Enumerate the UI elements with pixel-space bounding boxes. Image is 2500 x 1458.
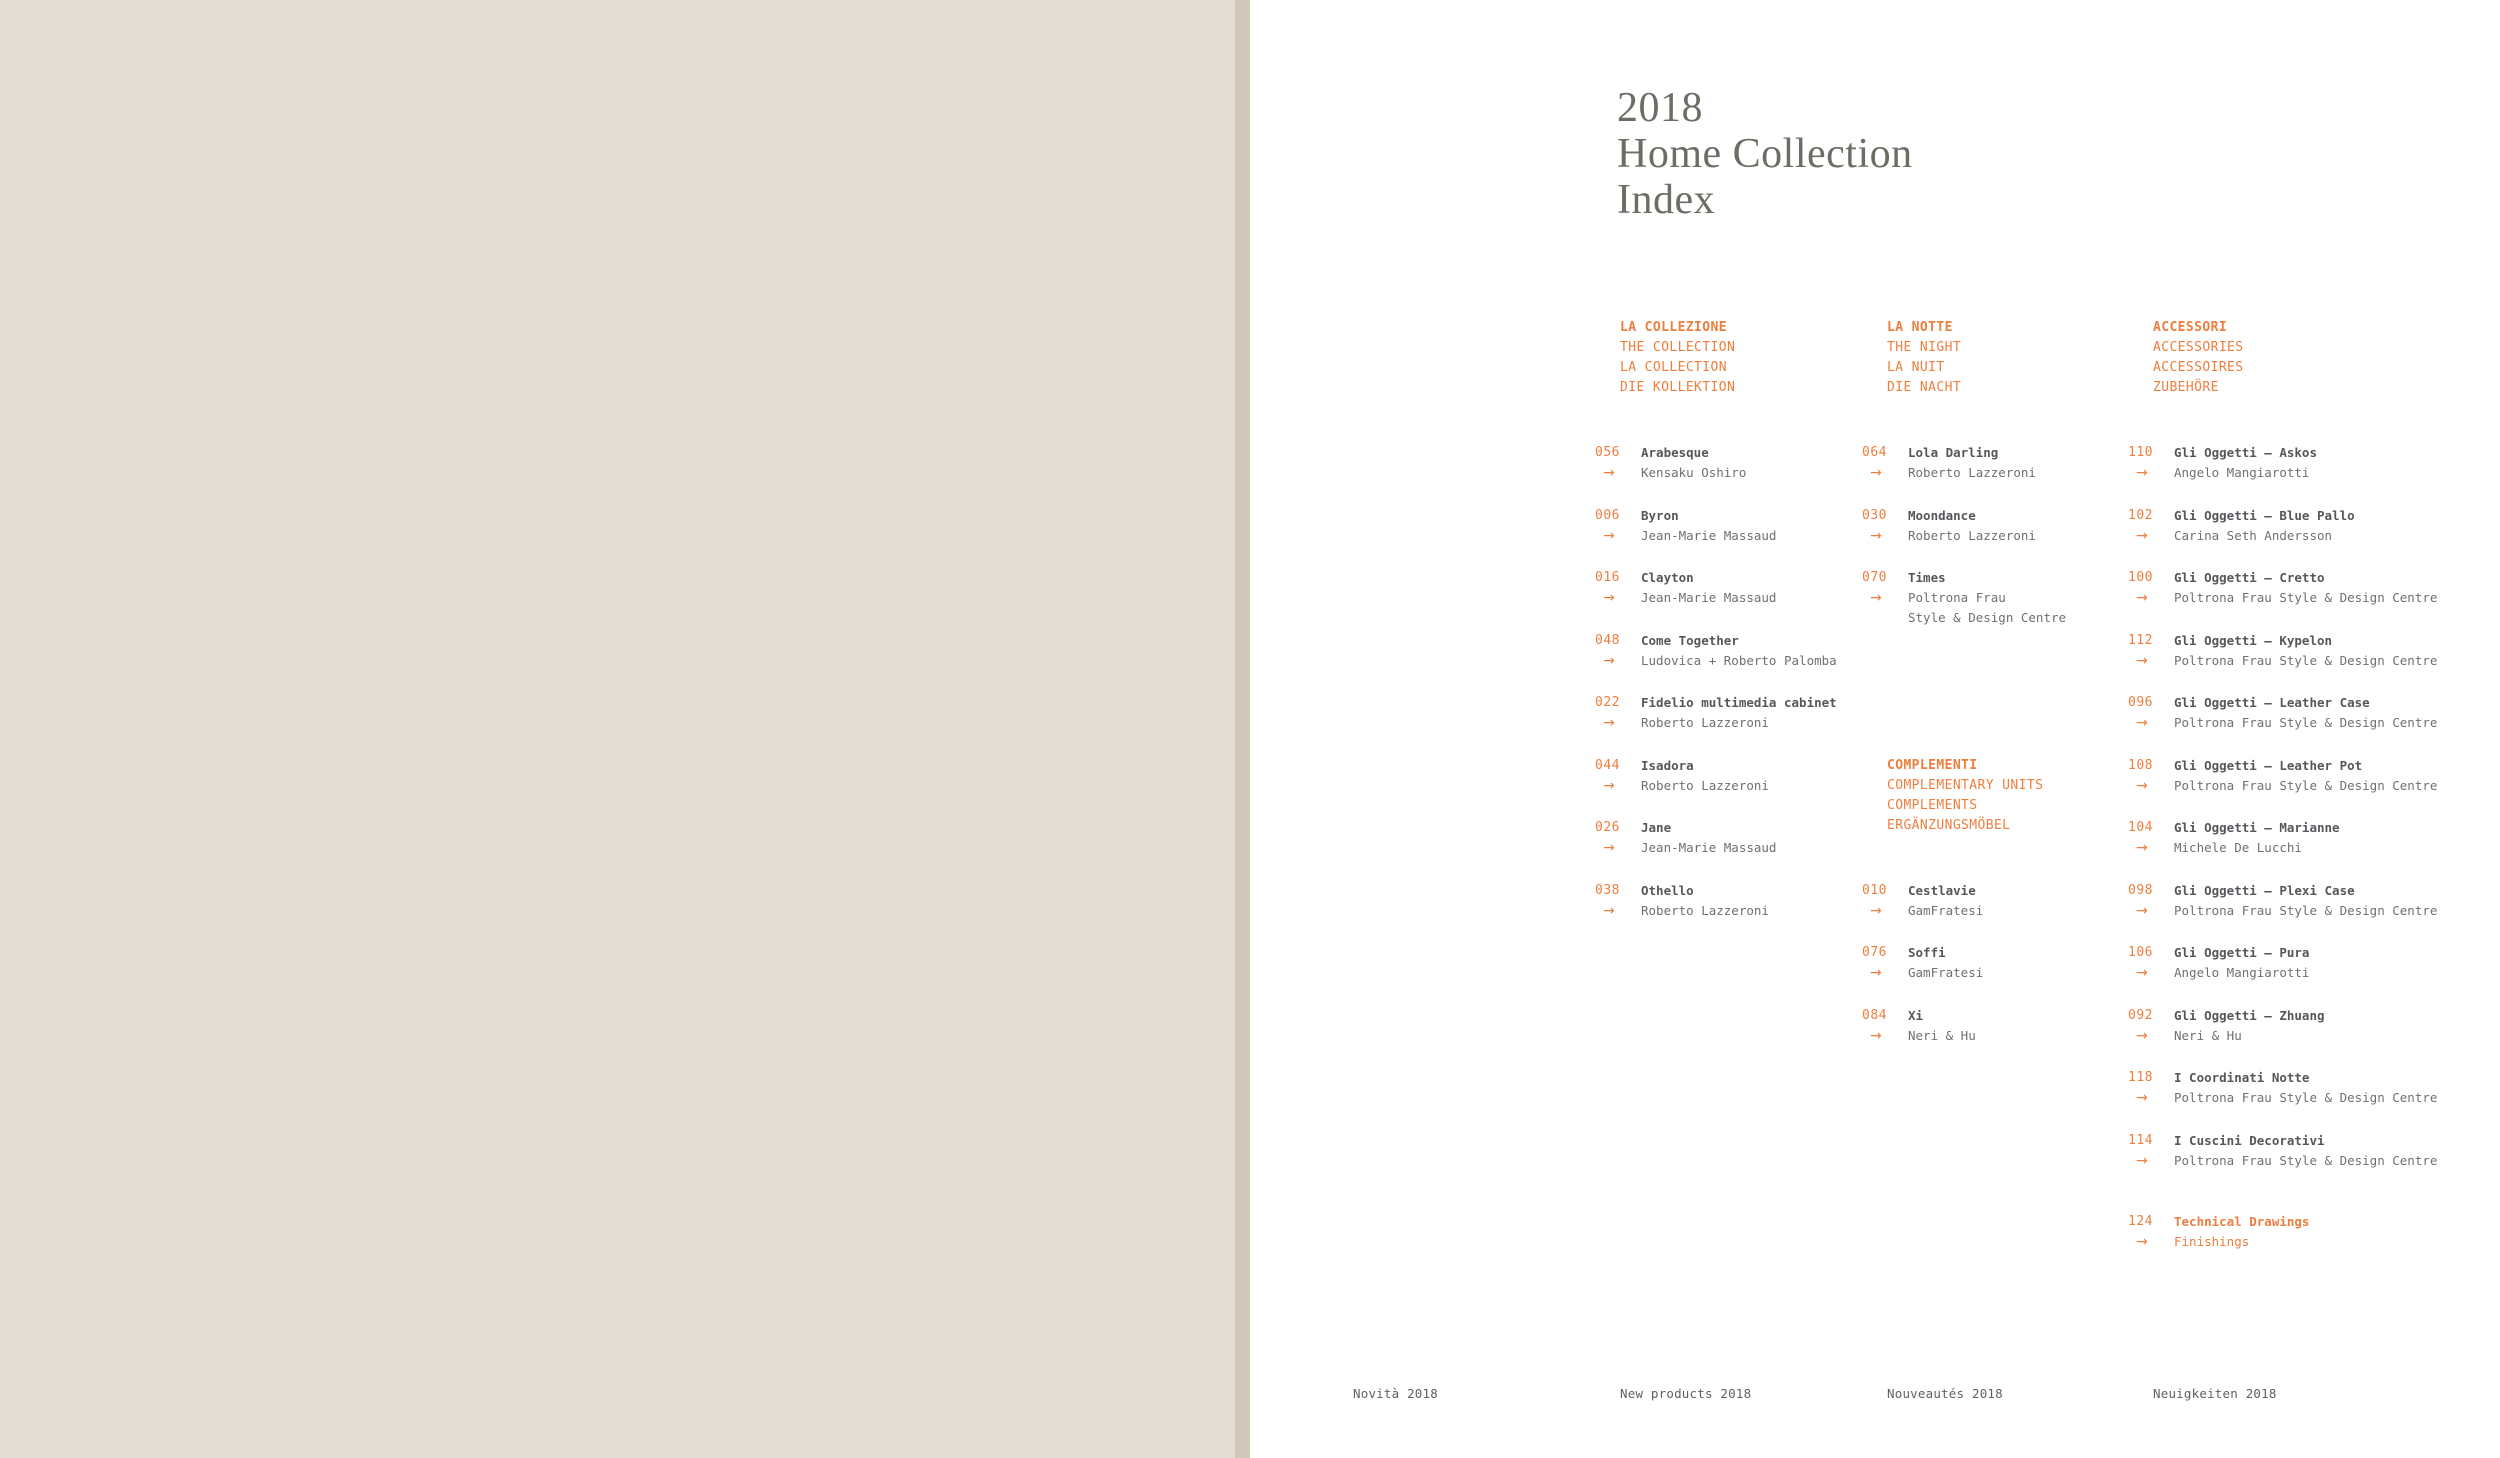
entry-text-cell bbox=[1641, 818, 1776, 858]
product-name: Gli Oggetti — Pura bbox=[2174, 945, 2310, 960]
designer-name: Roberto Lazzeroni bbox=[1641, 777, 1769, 793]
designer-name: Carina Seth Andersson bbox=[2174, 527, 2333, 543]
product-name: Arabesque bbox=[1641, 445, 1709, 460]
product-name: Fidelio multimedia cabinet bbox=[1641, 695, 1837, 710]
entry-number-cell bbox=[1595, 443, 1641, 483]
entry-number-cell bbox=[2128, 943, 2174, 983]
designer-name: GamFratesi bbox=[1908, 965, 1984, 980]
arrow-icon: → bbox=[2136, 652, 2148, 669]
index-entry bbox=[2128, 756, 2500, 819]
product-name: Gli Oggetti — Kypelon bbox=[2174, 632, 2333, 648]
entry-text-cell bbox=[2174, 1212, 2309, 1252]
product-name: Moondance bbox=[1908, 507, 1976, 523]
entry-number-cell bbox=[2128, 568, 2174, 608]
left-page-blank bbox=[0, 0, 1235, 1458]
entry-text-cell bbox=[2174, 631, 2437, 671]
title-line-collection: Home Collection bbox=[1617, 131, 1913, 178]
designer-name: Poltrona Frau Style & Design Centre bbox=[2174, 715, 2438, 730]
section-title: ACCESSORI bbox=[2153, 320, 2228, 335]
entry-number-cell bbox=[1595, 631, 1641, 671]
entry-number-cell bbox=[1862, 443, 1908, 483]
page-number: 092 bbox=[2128, 1007, 2153, 1023]
designer-name: Michele De Lucchi bbox=[2174, 840, 2302, 855]
entry-text-cell bbox=[1641, 506, 1776, 546]
page-number: 114 bbox=[2128, 1132, 2153, 1148]
section-title-translation: COMPLEMENTS bbox=[1887, 797, 1978, 813]
page-number: 038 bbox=[1595, 882, 1620, 898]
title-line-year: 2018 bbox=[1617, 85, 1703, 132]
page-number: 006 bbox=[1595, 507, 1620, 523]
designer-name: Poltrona Frau bbox=[1908, 590, 2006, 605]
entry-text-cell bbox=[2174, 943, 2309, 983]
entry-text-cell bbox=[2174, 506, 2355, 546]
footer-label: Novità 2018 bbox=[1353, 1386, 1438, 1401]
entry-text-cell bbox=[1641, 631, 1837, 671]
section-title: LA NOTTE bbox=[1887, 320, 1953, 335]
product-name: Lola Darling bbox=[1908, 445, 1999, 460]
designer-name: Poltrona Frau Style & Design Centre bbox=[2174, 777, 2438, 793]
entry-number-cell bbox=[1595, 568, 1641, 608]
entry-number-cell bbox=[1595, 881, 1641, 921]
arrow-icon: → bbox=[1603, 465, 1615, 481]
product-name: Gli Oggetti — Leather Case bbox=[2174, 695, 2370, 710]
section-title: LA COLLEZIONE bbox=[1620, 320, 1727, 335]
page-number: 112 bbox=[2128, 632, 2153, 648]
product-name: Technical Drawings bbox=[2174, 1214, 2310, 1229]
designer-name: Roberto Lazzeroni bbox=[1908, 465, 2036, 480]
index-entry bbox=[2128, 881, 2500, 944]
entry-number-cell bbox=[2128, 1068, 2174, 1108]
arrow-icon: → bbox=[1603, 527, 1615, 544]
footer-label: Neuigkeiten 2018 bbox=[2153, 1386, 2277, 1401]
section-title-translation: DIE KOLLEKTION bbox=[1620, 380, 1736, 395]
title-line-index: Index bbox=[1617, 177, 1716, 224]
section-title-translation: ACCESSORIES bbox=[2153, 340, 2244, 355]
index-entry bbox=[2128, 443, 2500, 506]
arrow-icon: → bbox=[2136, 840, 2148, 856]
footer-label: Nouveautés 2018 bbox=[1887, 1386, 2003, 1401]
index-entry bbox=[2128, 693, 2500, 756]
entry-text-cell bbox=[2174, 443, 2317, 483]
entry-text-cell bbox=[1641, 756, 1769, 796]
index-entry bbox=[2128, 506, 2500, 569]
page-number: 100 bbox=[2128, 570, 2153, 585]
arrow-icon: → bbox=[1870, 902, 1882, 919]
designer-name: Poltrona Frau Style & Design Centre bbox=[2174, 652, 2438, 668]
page-number: 044 bbox=[1595, 757, 1620, 773]
arrow-icon: → bbox=[1603, 777, 1615, 794]
entry-text-cell bbox=[1908, 443, 2036, 483]
product-name: I Coordinati Notte bbox=[2174, 1070, 2310, 1085]
page-spine-shadow bbox=[1235, 0, 1250, 1458]
page-number: 010 bbox=[1862, 882, 1887, 898]
page-number: 056 bbox=[1595, 445, 1620, 460]
arrow-icon: → bbox=[2136, 715, 2148, 731]
entry-text-cell bbox=[1641, 693, 1837, 733]
entry-number-cell bbox=[1862, 943, 1908, 983]
arrow-icon: → bbox=[1603, 590, 1615, 606]
product-name: Clayton bbox=[1641, 570, 1694, 585]
section-title-translation: LA NUIT bbox=[1887, 360, 1945, 375]
index-entry bbox=[2128, 631, 2500, 694]
index-section bbox=[2128, 1212, 2500, 1275]
entry-text-cell bbox=[2174, 1006, 2325, 1046]
page-number: 098 bbox=[2128, 882, 2153, 898]
arrow-icon: → bbox=[2136, 590, 2148, 606]
designer-name: Poltrona Frau Style & Design Centre bbox=[2174, 590, 2438, 605]
page-number: 048 bbox=[1595, 632, 1620, 648]
entry-text-cell bbox=[1908, 943, 1983, 983]
index-section bbox=[2128, 318, 2500, 1193]
designer-name: Finishings bbox=[2174, 1234, 2250, 1249]
page-number: 118 bbox=[2128, 1070, 2153, 1085]
page-number: 096 bbox=[2128, 695, 2153, 710]
designer-name: Jean-Marie Massaud bbox=[1641, 527, 1777, 543]
product-name: Othello bbox=[1641, 882, 1694, 898]
product-name: Come Together bbox=[1641, 632, 1739, 648]
section-title-translation: THE COLLECTION bbox=[1620, 340, 1736, 355]
footer-label: New products 2018 bbox=[1620, 1386, 1752, 1401]
designer-name: Roberto Lazzeroni bbox=[1641, 715, 1769, 730]
entry-text-cell bbox=[1908, 1006, 1976, 1046]
entry-number-cell bbox=[1595, 506, 1641, 546]
arrow-icon: → bbox=[2136, 527, 2148, 544]
entry-number-cell bbox=[1595, 693, 1641, 733]
arrow-icon: → bbox=[2136, 1152, 2148, 1169]
entry-text-cell bbox=[2174, 568, 2437, 608]
page-number: 070 bbox=[1862, 570, 1887, 585]
page-number: 084 bbox=[1862, 1007, 1887, 1023]
designer-name: Neri & Hu bbox=[1908, 1027, 1976, 1043]
designer-name: Roberto Lazzeroni bbox=[1908, 527, 2036, 543]
product-name: Gli Oggetti — Marianne bbox=[2174, 820, 2340, 835]
entry-text-cell bbox=[2174, 1068, 2437, 1108]
product-name: Cestlavie bbox=[1908, 882, 1976, 898]
section-title-translation: ZUBEHÖRE bbox=[2153, 380, 2219, 395]
section-title-translation: THE NIGHT bbox=[1887, 340, 1962, 355]
index-column-3 bbox=[2128, 318, 2500, 1275]
arrow-icon: → bbox=[2136, 902, 2148, 919]
arrow-icon: → bbox=[2136, 1234, 2148, 1250]
arrow-icon: → bbox=[1603, 715, 1615, 731]
page-number: 104 bbox=[2128, 820, 2153, 835]
entry-number-cell bbox=[2128, 506, 2174, 546]
entry-text-cell bbox=[2174, 818, 2340, 858]
designer-name: Ludovica + Roberto Palomba bbox=[1641, 652, 1837, 668]
designer-name: GamFratesi bbox=[1908, 902, 1984, 918]
arrow-icon: → bbox=[2136, 465, 2148, 481]
product-name: Gli Oggetti — Plexi Case bbox=[2174, 882, 2355, 898]
entry-text-cell bbox=[1641, 881, 1769, 921]
entry-text-cell bbox=[1908, 568, 2066, 628]
entry-text-cell bbox=[2174, 756, 2437, 796]
page-number: 022 bbox=[1595, 695, 1620, 710]
arrow-icon: → bbox=[1603, 652, 1615, 669]
entry-text-cell bbox=[1908, 881, 1983, 921]
index-entry bbox=[2128, 1212, 2500, 1275]
index-entry bbox=[2128, 818, 2500, 881]
arrow-icon: → bbox=[1870, 590, 1882, 606]
entry-number-cell bbox=[2128, 756, 2174, 796]
page-number: 026 bbox=[1595, 820, 1620, 835]
designer-name: Neri & Hu bbox=[2174, 1027, 2242, 1043]
entry-number-cell bbox=[1862, 1006, 1908, 1046]
entry-number-cell bbox=[1862, 506, 1908, 546]
page-number: 016 bbox=[1595, 570, 1620, 585]
designer-name: Poltrona Frau Style & Design Centre bbox=[2174, 1090, 2438, 1105]
product-name: Times bbox=[1908, 570, 1946, 585]
arrow-icon: → bbox=[2136, 1090, 2148, 1106]
page-number: 102 bbox=[2128, 507, 2153, 523]
entry-number-cell bbox=[2128, 1131, 2174, 1171]
page-number: 108 bbox=[2128, 757, 2153, 773]
designer-name: Poltrona Frau Style & Design Centre bbox=[2174, 902, 2438, 918]
section-title-translation: ACCESSOIRES bbox=[2153, 360, 2244, 375]
product-name: I Cuscini Decorativi bbox=[2174, 1132, 2325, 1148]
section-title-translation: ERGÄNZUNGSMÖBEL bbox=[1887, 817, 2011, 833]
product-name: Gli Oggetti — Leather Pot bbox=[2174, 757, 2363, 773]
page-title bbox=[1617, 85, 1913, 223]
arrow-icon: → bbox=[1603, 902, 1615, 919]
arrow-icon: → bbox=[1870, 965, 1882, 981]
entry-text-cell bbox=[2174, 1131, 2437, 1171]
product-name: Jane bbox=[1641, 820, 1672, 835]
page-number: 064 bbox=[1862, 445, 1887, 460]
designer-name: Roberto Lazzeroni bbox=[1641, 902, 1769, 918]
designer-name: Jean-Marie Massaud bbox=[1641, 840, 1777, 855]
arrow-icon: → bbox=[2136, 1027, 2148, 1044]
entry-number-cell bbox=[2128, 1212, 2174, 1252]
index-entry bbox=[2128, 1131, 2500, 1194]
product-name: Byron bbox=[1641, 507, 1679, 523]
entry-number-cell bbox=[2128, 443, 2174, 483]
product-name: Xi bbox=[1908, 1007, 1924, 1023]
designer-name: Angelo Mangiarotti bbox=[2174, 465, 2310, 480]
arrow-icon: → bbox=[1870, 465, 1882, 481]
page-number: 076 bbox=[1862, 945, 1887, 960]
entry-number-cell bbox=[1862, 881, 1908, 921]
product-name: Gli Oggetti — Zhuang bbox=[2174, 1007, 2325, 1023]
arrow-icon: → bbox=[2136, 777, 2148, 794]
entry-text-cell bbox=[1641, 443, 1746, 483]
section-title: COMPLEMENTI bbox=[1887, 757, 1978, 773]
entry-text-cell bbox=[1908, 506, 2036, 546]
entry-number-cell bbox=[1862, 568, 1908, 608]
entry-text-cell bbox=[1641, 568, 1776, 608]
arrow-icon: → bbox=[1870, 1027, 1882, 1044]
product-name: Isadora bbox=[1641, 757, 1694, 773]
arrow-icon: → bbox=[2136, 965, 2148, 981]
entry-number-cell bbox=[2128, 631, 2174, 671]
index-entry bbox=[2128, 1006, 2500, 1069]
designer-name: Angelo Mangiarotti bbox=[2174, 965, 2310, 980]
page-number: 106 bbox=[2128, 945, 2153, 960]
entry-number-cell bbox=[1595, 818, 1641, 858]
entry-number-cell bbox=[2128, 881, 2174, 921]
index-entry bbox=[2128, 943, 2500, 1006]
entry-text-cell bbox=[2174, 693, 2437, 733]
entry-number-cell bbox=[2128, 818, 2174, 858]
section-title-translation: DIE NACHT bbox=[1887, 380, 1962, 395]
designer-name: Kensaku Oshiro bbox=[1641, 465, 1747, 480]
index-entry bbox=[2128, 1068, 2500, 1131]
page-number: 124 bbox=[2128, 1214, 2153, 1229]
entry-number-cell bbox=[2128, 1006, 2174, 1046]
designer-name: Style & Design Centre bbox=[1908, 610, 2067, 625]
page-number: 110 bbox=[2128, 445, 2153, 460]
product-name: Gli Oggetti — Cretto bbox=[2174, 570, 2325, 585]
index-entry bbox=[2128, 568, 2500, 631]
entry-number-cell bbox=[1595, 756, 1641, 796]
arrow-icon: → bbox=[1870, 527, 1882, 544]
product-name: Gli Oggetti — Askos bbox=[2174, 445, 2317, 460]
designer-name: Poltrona Frau Style & Design Centre bbox=[2174, 1152, 2438, 1168]
arrow-icon: → bbox=[1603, 840, 1615, 856]
entry-text-cell bbox=[2174, 881, 2437, 921]
entry-number-cell bbox=[2128, 693, 2174, 733]
product-name: Soffi bbox=[1908, 945, 1946, 960]
section-title-translation: COMPLEMENTARY UNITS bbox=[1887, 777, 2044, 793]
product-name: Gli Oggetti — Blue Pallo bbox=[2174, 507, 2355, 523]
section-header bbox=[2153, 318, 2500, 398]
section-title-translation: LA COLLECTION bbox=[1620, 360, 1727, 375]
page-number: 030 bbox=[1862, 507, 1887, 523]
designer-name: Jean-Marie Massaud bbox=[1641, 590, 1777, 605]
